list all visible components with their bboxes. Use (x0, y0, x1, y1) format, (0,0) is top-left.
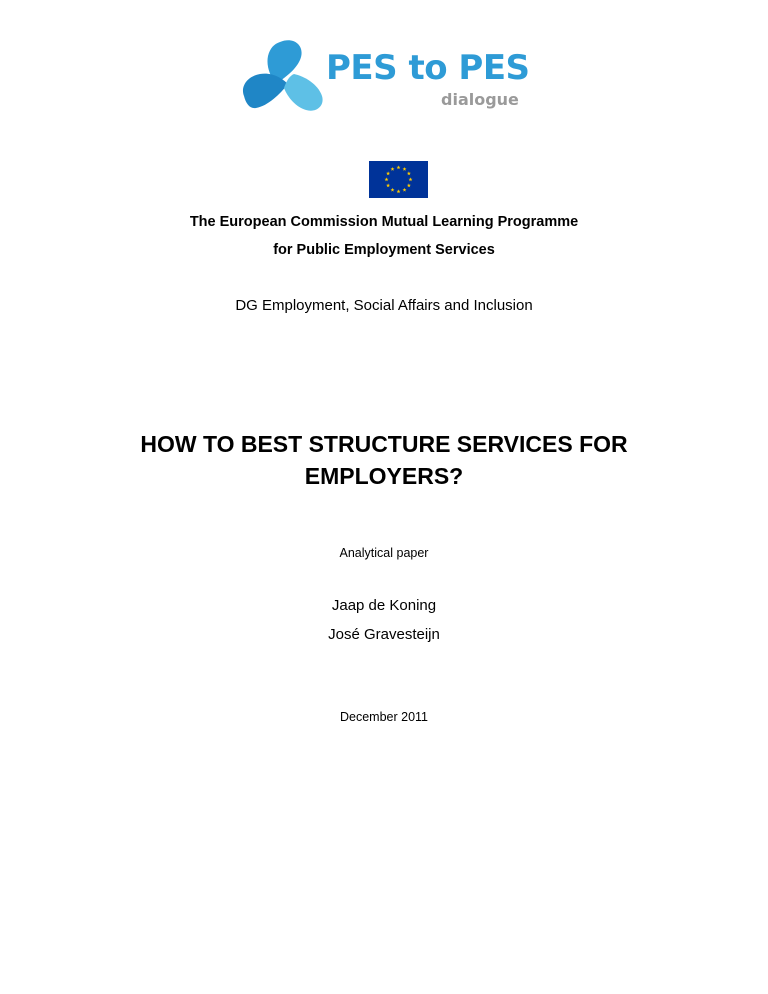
document-title-line2: EMPLOYERS? (304, 463, 464, 489)
document-date: December 2011 (339, 710, 428, 724)
document-title-line1: HOW TO BEST STRUCTURE SERVICES FOR (140, 431, 628, 457)
programme-title-line1: The European Commission Mutual Learning Programme (189, 214, 579, 230)
logo-blade-left (243, 74, 288, 109)
dg-line: DG Employment, Social Affairs and Inclusion (235, 297, 533, 314)
eu-flag-icon (369, 161, 428, 198)
pes-swirl-logo-icon (238, 38, 328, 114)
author-2: José Gravesteijn (328, 626, 440, 643)
logo-blade-right (284, 74, 323, 111)
programme-title-line2: for Public Employment Services (273, 242, 495, 258)
author-1: Jaap de Koning (331, 597, 437, 614)
document-type: Analytical paper (339, 546, 429, 560)
logo-wordmark: PES to PES (326, 48, 530, 88)
pes-to-pes-logo (238, 38, 538, 118)
logo-tagline: dialogue (441, 90, 519, 109)
